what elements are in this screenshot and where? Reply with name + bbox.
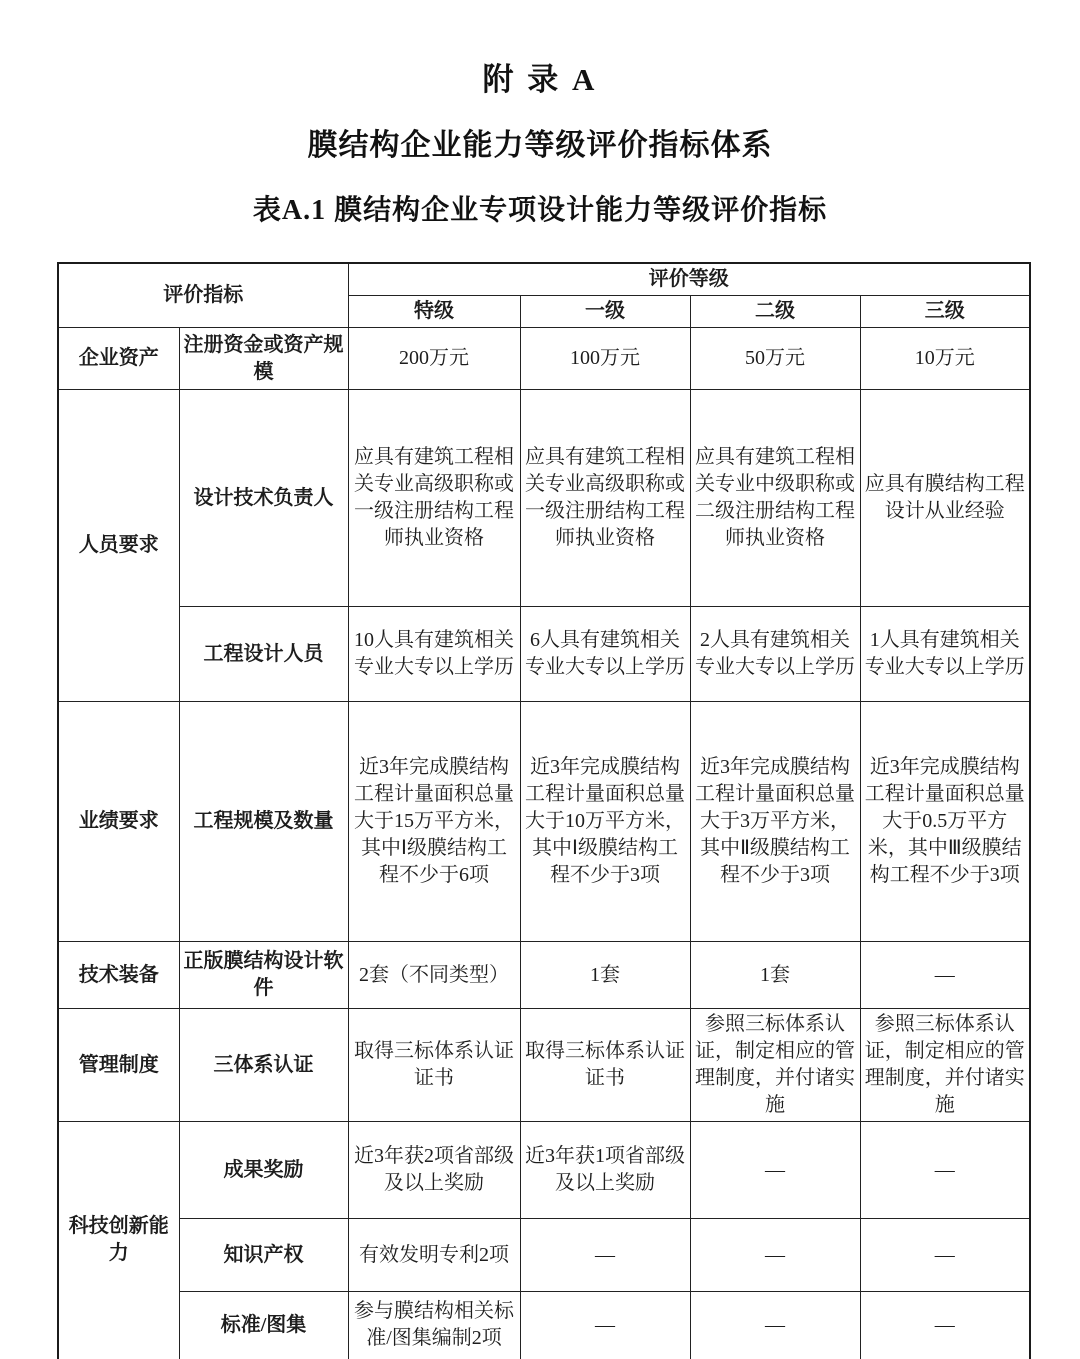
group-cell-performance: 业绩要求 [58,702,179,942]
indicator-standards: 标准/图集 [179,1292,348,1359]
group-cell-innovation: 科技创新能力 [58,1122,179,1359]
header-indicator-label: 评价指标 [58,263,348,328]
header-grade-label: 评价等级 [348,263,1030,296]
value-cell: 应具有建筑工程相关专业高级职称或一级注册结构工程师执业资格 [348,390,520,607]
value-cell: 100万元 [520,328,690,390]
value-cell: 6人具有建筑相关专业大专以上学历 [520,607,690,702]
value-cell: 有效发明专利2项 [348,1219,520,1292]
value-cell: — [520,1292,690,1359]
group-cell-management: 管理制度 [58,1009,179,1122]
value-cell: — [860,1219,1030,1292]
value-cell: 1套 [520,942,690,1009]
appendix-title: 附 录 A [482,62,598,97]
value-cell: 2人具有建筑相关专业大专以上学历 [690,607,860,702]
table-row [58,942,1030,1009]
value-cell: 参照三标体系认证，制定相应的管理制度，并付诸实施 [690,1009,860,1122]
document-title: 膜结构企业能力等级评价指标体系 [307,129,773,162]
value-cell: 近3年完成膜结构工程计量面积总量大于3万平方米，其中Ⅱ级膜结构工程不少于3项 [690,702,860,942]
table-row [58,1219,1030,1292]
indicator-design-staff: 工程设计人员 [179,607,348,702]
table-row [58,1009,1030,1122]
evaluation-table [57,262,1031,1359]
indicator-design-lead: 设计技术负责人 [179,390,348,607]
header-grade-col-special: 特级 [348,296,520,328]
value-cell: 应具有建筑工程相关专业高级职称或一级注册结构工程师执业资格 [520,390,690,607]
table-row [58,328,1030,390]
value-cell: 50万元 [690,328,860,390]
value-cell: 应具有膜结构工程设计从业经验 [860,390,1030,607]
value-cell: 应具有建筑工程相关专业中级职称或二级注册结构工程师执业资格 [690,390,860,607]
indicator-ip: 知识产权 [179,1219,348,1292]
value-cell: — [690,1292,860,1359]
value-cell: 近3年获1项省部级及以上奖励 [520,1122,690,1219]
table-caption: 表A.1 膜结构企业专项设计能力等级评价指标 [252,195,828,226]
value-cell: 近3年完成膜结构工程计量面积总量大于15万平方米，其中Ⅰ级膜结构工程不少于6项 [348,702,520,942]
group-cell-personnel: 人员要求 [58,390,179,702]
table-row [58,1122,1030,1219]
table-row [58,1292,1030,1359]
value-cell: — [690,1219,860,1292]
table-row [58,702,1030,942]
value-cell: 10人具有建筑相关专业大专以上学历 [348,607,520,702]
value-cell: 近3年完成膜结构工程计量面积总量大于0.5万平方米，其中Ⅲ级膜结构工程不少于3项 [860,702,1030,942]
value-cell: — [520,1219,690,1292]
group-cell-assets: 企业资产 [58,328,179,390]
header-grade-col-second: 二级 [690,296,860,328]
indicator-awards: 成果奖励 [179,1122,348,1219]
value-cell: — [860,1122,1030,1219]
value-cell: 取得三标体系认证证书 [348,1009,520,1122]
header-row-grade [58,263,1030,296]
value-cell: 1人具有建筑相关专业大专以上学历 [860,607,1030,702]
value-cell: 参照三标体系认证，制定相应的管理制度，并付诸实施 [860,1009,1030,1122]
value-cell: 参与膜结构相关标准/图集编制2项 [348,1292,520,1359]
value-cell: — [860,1292,1030,1359]
table-row [58,390,1030,607]
value-cell: — [860,942,1030,1009]
value-cell: 近3年获2项省部级及以上奖励 [348,1122,520,1219]
indicator-project-scale: 工程规模及数量 [179,702,348,942]
indicator-software: 正版膜结构设计软件 [179,942,348,1009]
value-cell: 近3年完成膜结构工程计量面积总量大于10万平方米，其中Ⅰ级膜结构工程不少于3项 [520,702,690,942]
header-grade-col-third: 三级 [860,296,1030,328]
value-cell: 2套（不同类型） [348,942,520,1009]
value-cell: 200万元 [348,328,520,390]
header-grade-col-first: 一级 [520,296,690,328]
value-cell: 10万元 [860,328,1030,390]
value-cell: — [690,1122,860,1219]
indicator-certification: 三体系认证 [179,1009,348,1122]
table-row [58,607,1030,702]
group-cell-equipment: 技术装备 [58,942,179,1009]
value-cell: 1套 [690,942,860,1009]
value-cell: 取得三标体系认证证书 [520,1009,690,1122]
indicator-registered-capital: 注册资金或资产规模 [179,328,348,390]
